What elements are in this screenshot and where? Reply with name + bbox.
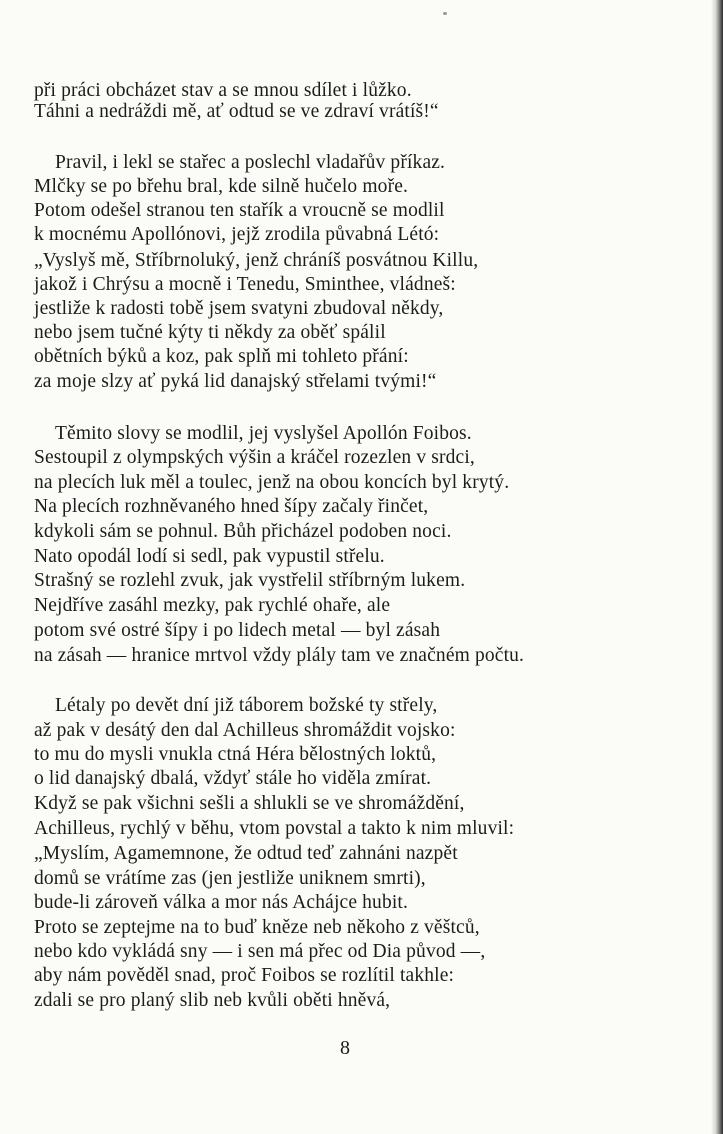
verse-line: Mlčky se po břehu bral, kde silně hučelo moře. (34, 176, 409, 197)
verse-line: aby nám pověděl snad, proč Foibos se rozlítil takhle: (34, 965, 455, 986)
verse-line: Potom odešel stranou ten stařík a vroucně se modlil (34, 200, 445, 221)
verse-line: „Vyslyš mě, Stříbrnoluký, jenž chráníš posvátnou Killu, (34, 250, 479, 271)
verse-line: nebo jsem tučné kýty ti někdy za oběť spálil (34, 322, 386, 343)
verse-line: Táhni a nedráždi mě, ať odtud se ve zdraví vrátíš!“ (34, 101, 439, 122)
verse-line: zdali se pro planý slib neb kvůli oběti hněvá, (34, 990, 391, 1011)
verse-line: Nato opodál lodí si sedl, pak vypustil střelu. (34, 546, 385, 567)
verse-line: o lid danajský dbalá, vždyť stále ho viděla zmírat. (34, 768, 432, 789)
verse-line: k mocnému Apollónovi, jejž zrodila půvabná Létó: (34, 224, 440, 245)
verse-line: to mu do mysli vnukla ctná Héra bělostných loktů, (34, 744, 437, 765)
verse-line: jakož i Chrýsu a mocně i Tenedu, Sminthee, vládneš: (34, 274, 456, 295)
verse-line: na zásah — hranice mrtvol vždy plály tam ve značném počtu. (34, 645, 525, 666)
verse-line: „Myslím, Agamemnone, že odtud teď zahnáni nazpět (34, 843, 458, 864)
page-number: 8 (340, 1037, 350, 1059)
verse-line: za moje slzy ať pyká lid danajský střelami tvými!“ (34, 371, 437, 392)
paper-speck (443, 12, 447, 15)
verse-line: domů se vrátíme zas (jen jestliže uniknem smrti), (34, 868, 426, 889)
verse-line: Létaly po devět dní již táborem božské ty střely, (55, 695, 438, 716)
verse-line: na plecích luk měl a toulec, jenž na obou koncích byl krytý. (34, 472, 510, 493)
verse-line: Když se pak všichni sešli a shlukli se ve shromáždění, (34, 793, 465, 814)
verse-line: Proto se zeptejme na to buď kněze neb někoho z věštců, (34, 917, 480, 938)
verse-line: Achilleus, rychlý v běhu, vtom povstal a takto k nim mluvil: (34, 818, 515, 839)
verse-line: jestliže k radosti tobě jsem svatyni zbudoval někdy, (34, 298, 444, 319)
page-edge-shadow (711, 0, 723, 1134)
verse-line: Těmito slovy se modlil, jej vyslyšel Apollón Foibos. (55, 423, 472, 444)
verse-line: Sestoupil z olympských výšin a kráčel rozezlen v srdci, (34, 447, 475, 468)
verse-line: Nejdříve zasáhl mezky, pak rychlé ohaře, ale (34, 595, 391, 616)
verse-line: Strašný se rozlehl zvuk, jak vystřelil stříbrným lukem. (34, 570, 466, 591)
verse-line: Na plecích rozhněvaného hned šípy začaly řinčet, (34, 496, 429, 517)
verse-line: nebo kdo vykládá sny — i sen má přec od Dia původ —, (34, 941, 486, 962)
verse-line: při práci obcházet stav a se mnou sdílet i lůžko. (34, 80, 412, 101)
verse-line: až pak v desátý den dal Achilleus shromáždit vojsko: (34, 720, 456, 741)
verse-line: obětních býků a koz, pak splň mi tohleto přání: (34, 346, 409, 367)
verse-line: Pravil, i lekl se stařec a poslechl vladařův příkaz. (55, 152, 446, 173)
verse-line: potom své ostré šípy i po lidech metal — byl zásah (34, 620, 441, 641)
verse-line: kdykoli sám se pohnul. Bůh přicházel podoben noci. (34, 521, 452, 542)
verse-line: bude-li zároveň válka a mor nás Achájce hubit. (34, 892, 409, 913)
